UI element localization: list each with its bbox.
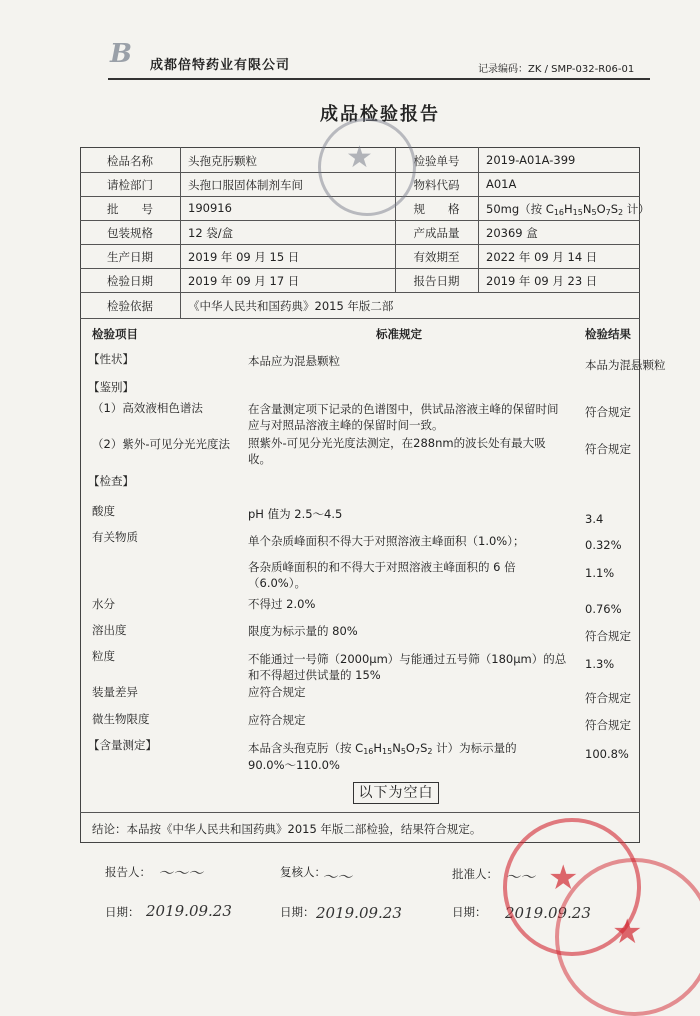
acidity-standard: pH 值为 2.5～4.5 <box>248 507 343 521</box>
acidity-result: 3.4 <box>585 512 604 526</box>
dissolution-standard: 限度为标示量的 80% <box>248 624 358 638</box>
related-standard-1: 单个杂质峰面积不得大于对照溶液主峰面积（1.0%）； <box>248 534 525 548</box>
basis-label: 检验依据 <box>107 299 153 313</box>
reviewer-signature: ～～ <box>322 868 353 886</box>
prod-date-label: 生产日期 <box>107 250 153 264</box>
batch-label: 批 号 <box>107 202 153 216</box>
reviewer-date-label: 日期： <box>280 905 315 919</box>
conclusion: 结论：本品按《中华人民共和国药典》2015 年版二部检验，结果符合规定。 <box>92 822 482 836</box>
col-item-header: 检验项目 <box>92 327 138 341</box>
grid-line <box>80 196 640 197</box>
package: 12 袋/盒 <box>188 226 234 240</box>
grid-line <box>80 220 640 221</box>
dept: 头孢口服固体制剂车间 <box>188 178 303 192</box>
seal-star-icon: ★ <box>548 858 579 898</box>
approver-date: 2019.09.23 <box>505 904 591 922</box>
water-result: 0.76% <box>585 602 622 616</box>
related-item: 有关物质 <box>92 530 138 544</box>
report-date-label: 报告日期 <box>413 274 460 288</box>
test-date: 2019 年 09 月 17 日 <box>188 274 300 288</box>
report-no-label: 检验单号 <box>413 154 460 168</box>
col-standard-header: 标准规定 <box>376 327 422 341</box>
grid-line <box>80 292 640 293</box>
grid-line <box>478 147 479 292</box>
reporter-date-label: 日期： <box>105 905 140 919</box>
uv-result: 符合规定 <box>585 442 631 456</box>
hplc-result: 符合规定 <box>585 405 631 419</box>
character-standard: 本品应为混悬颗粒 <box>248 354 340 368</box>
dissolution-item: 溶出度 <box>92 623 127 637</box>
product-name: 头孢克肟颗粒 <box>188 154 257 168</box>
water-item: 水分 <box>92 597 115 611</box>
related-result-2: 1.1% <box>585 566 615 580</box>
basis: 《中华人民共和国药典》2015 年版二部 <box>188 299 394 313</box>
batch-number: 190916 <box>188 201 232 215</box>
acidity-item: 酸度 <box>92 504 115 518</box>
material-code: A01A <box>486 177 517 191</box>
grid-line <box>80 268 640 269</box>
fill-item: 装量差异 <box>92 685 138 699</box>
fill-standard: 应符合规定 <box>248 685 306 699</box>
record-number: 记录编码：ZK / SMP-032-R06-01 <box>478 64 635 75</box>
report-no: 2019-A01A-399 <box>486 153 576 167</box>
package-label: 包装规格 <box>107 226 153 240</box>
company-name: 成都倍特药业有限公司 <box>150 58 291 73</box>
assay-range: 90.0%～110.0% <box>248 758 340 772</box>
micro-item: 微生物限度 <box>92 712 150 726</box>
particle-item: 粒度 <box>92 649 115 663</box>
expiry-date: 2022 年 09 月 14 日 <box>486 250 598 264</box>
assay-result: 100.8% <box>585 747 629 761</box>
approver-date-label: 日期： <box>452 905 487 919</box>
seal-star-icon: ★ <box>612 912 643 952</box>
related-result-1: 0.32% <box>585 538 622 552</box>
approver-signature: ～～ <box>505 868 536 886</box>
grid-line <box>80 318 640 319</box>
dissolution-result: 符合规定 <box>585 629 631 643</box>
quantity-label: 产成品量 <box>413 226 460 240</box>
spec-value: 50mg（按 $C_{16}H_{15}N_5O_7S_2$ 计） <box>486 202 650 217</box>
particle-standard: 不能通过一号筛（2000μm）与能通过五号筛（180μm）的总和不得超过供试量的 15% <box>248 652 567 682</box>
character-result: 本品为混悬颗粒 <box>585 358 666 372</box>
test-date-label: 检验日期 <box>107 274 153 288</box>
uv-standard: 照紫外-可见分光光度法测定，在288nm的波长处有最大吸收。 <box>248 436 546 466</box>
grid-line <box>80 812 640 813</box>
grid-line <box>80 244 640 245</box>
grid-line <box>180 147 181 318</box>
water-standard: 不得过 2.0% <box>248 597 316 611</box>
seal-star-icon: ★ <box>346 140 373 175</box>
assay-standard: 本品含头孢克肟（按 $C_{16}H_{15}N_5O_7S_2$ 计）为标示量的 <box>248 741 517 756</box>
check-header: 【检查】 <box>88 474 134 488</box>
quantity: 20369 盒 <box>486 226 538 240</box>
prod-date: 2019 年 09 月 15 日 <box>188 250 300 264</box>
reporter-date: 2019.09.23 <box>146 902 232 920</box>
reporter-signature: ～～～ <box>158 864 204 882</box>
fill-result: 符合规定 <box>585 691 631 705</box>
col-result-header: 检验结果 <box>585 327 631 341</box>
reporter-label: 报告人： <box>105 865 151 879</box>
micro-standard: 应符合规定 <box>248 713 306 727</box>
identify-header: 【鉴别】 <box>88 380 134 394</box>
approver-label: 批准人： <box>452 867 498 881</box>
product-name-label: 检品名称 <box>107 154 153 168</box>
blank-marker: 以下为空白 <box>353 782 439 804</box>
dept-label: 请检部门 <box>107 178 153 192</box>
hplc-item: （1）高效液相色谱法 <box>92 401 203 415</box>
report-date: 2019 年 09 月 23 日 <box>486 274 598 288</box>
reviewer-date: 2019.09.23 <box>316 904 402 922</box>
particle-result: 1.3% <box>585 657 615 671</box>
micro-result: 符合规定 <box>585 718 631 732</box>
reviewer-label: 复核人： <box>280 865 326 879</box>
report-title: 成品检验报告 <box>320 104 440 125</box>
character-header: 【性状】 <box>88 352 134 366</box>
material-code-label: 物料代码 <box>413 178 460 192</box>
spec-label: 规 格 <box>413 202 460 216</box>
related-standard-2: 各杂质峰面积的和不得大于对照溶液主峰面积的 6 倍（6.0%）。 <box>248 560 516 590</box>
assay-header: 【含量测定】 <box>88 738 157 752</box>
hplc-standard: 在含量测定项下记录的色谱图中，供试品溶液主峰的保留时间应与对照品溶液主峰的保留时间一致。 <box>248 402 559 432</box>
uv-item: （2）紫外-可见分光光度法 <box>92 437 230 451</box>
expiry-label: 有效期至 <box>413 250 460 264</box>
header-divider <box>108 78 650 80</box>
company-logo: B <box>110 39 132 69</box>
